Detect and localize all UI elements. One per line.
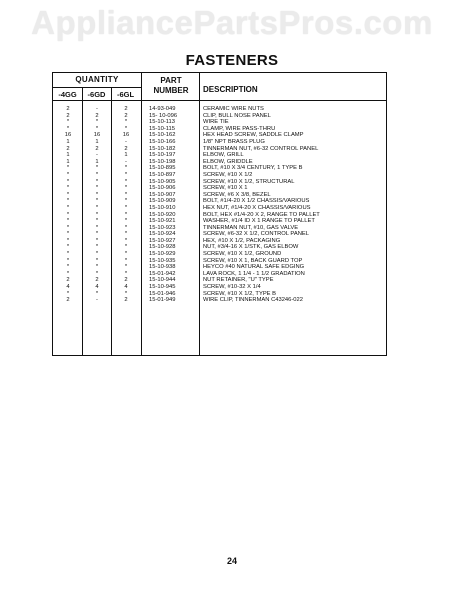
part-number-header: [143, 76, 199, 96]
table-row: [53, 126, 386, 133]
description-cell: ELBOW, GRIDDLE: [203, 158, 253, 165]
table-row: [53, 139, 386, 146]
qty-6gl-cell: 1: [124, 152, 128, 159]
description-cell: WIRE CLIP, TINNERMAN C43246-022: [203, 297, 303, 304]
part-number-cell: 15-10-909: [149, 198, 176, 205]
table-row: [53, 159, 386, 166]
part-number-cell: 15-10-935: [149, 257, 176, 264]
qty-6gd-cell: *: [95, 251, 99, 258]
qty-4gg-cell: *: [66, 290, 70, 297]
part-number-cell: 15-10-929: [149, 251, 176, 258]
part-number-cell: 15-10-938: [149, 264, 176, 271]
description-cell: LAVA ROCK, 1 1/4 - 1 1/2 GRADATION: [203, 270, 305, 277]
description-cell: SCREW, #10 X 1/2, STRUCTURAL: [203, 178, 295, 185]
page-title: FASTENERS: [185, 52, 279, 69]
part-number-cell: 15-10-921: [149, 218, 176, 225]
table-body: [53, 106, 386, 304]
table-row: [53, 205, 386, 212]
qty-6gl-cell: 2: [124, 277, 128, 284]
qty-4gg-cell: *: [66, 198, 70, 205]
table-row: [53, 284, 386, 291]
qty-6gd-cell: *: [95, 231, 99, 238]
description-cell: BOLT, HEX #1/4-20 X 2, RANGE TO PALLET: [203, 211, 320, 218]
qty-6gl-cell: 2: [124, 297, 128, 304]
part-number-cell: 15-01-942: [149, 270, 176, 277]
qty-6gl-cell: *: [124, 237, 128, 244]
qty-6gl-cell: *: [124, 178, 128, 185]
qty-4gg-cell: 2: [66, 277, 70, 284]
qty-4gg-cell: *: [66, 204, 70, 211]
description-cell: TINNERMAN NUT, #10, GAS VALVE: [203, 224, 299, 231]
table-row: [53, 132, 386, 139]
table-row: [53, 231, 386, 238]
description-cell: HEX, #10 X 1/2, PACKAGING: [203, 237, 281, 244]
part-number-cell: 15-10-927: [149, 237, 176, 244]
description-cell: HEYCO #40 NATURAL SAFE EDGING: [203, 264, 305, 271]
qty-4gg-cell: *: [66, 264, 70, 271]
part-number-cell: 15-10-197: [149, 152, 176, 159]
qty-4gg-cell: *: [66, 191, 70, 198]
qty-6gl-cell: 16: [122, 132, 130, 139]
table-row: [53, 297, 386, 304]
qty-6gd-cell: -: [96, 152, 98, 159]
table-row: [53, 258, 386, 265]
qty-6gl-cell: *: [124, 290, 128, 297]
part-number-cell: 15-10-113: [149, 119, 175, 126]
qty-4gg-cell: 4: [66, 284, 70, 291]
qty-6gd-cell: 2: [95, 277, 99, 284]
part-number-cell: 15-10-182: [149, 145, 176, 152]
qty-6gd-cell: *: [95, 237, 99, 244]
qty-6gd-cell: 16: [93, 132, 101, 139]
description-cell: NUT, #3/4-16 X 1/STK, GAS ELBOW: [203, 244, 299, 251]
model-6gd-header: -6GD: [87, 90, 106, 99]
description-cell: CLIP, BULL NOSE PANEL: [203, 112, 271, 119]
table-row: [53, 106, 386, 113]
qty-6gd-cell: *: [95, 264, 99, 271]
page-number: 24: [226, 556, 237, 566]
description-cell: CLAMP, WIRE PASS-THRU: [203, 125, 276, 132]
description-cell: WASHER, #1/4 ID X 1 RANGE TO PALLET: [203, 218, 315, 225]
part-number-cell: 15-10-924: [149, 231, 176, 238]
description-cell: SCREW, #10 X 1/2, TYPE B: [203, 290, 277, 297]
description-cell: HEX HEAD SCREW, SADDLE CLAMP: [203, 132, 304, 139]
qty-4gg-cell: 2: [66, 145, 70, 152]
part-number-cell: 15-10-920: [149, 211, 176, 218]
qty-6gl-cell: *: [124, 257, 128, 264]
qty-4gg-cell: *: [66, 257, 70, 264]
table-row: [53, 291, 386, 298]
qty-6gd-cell: 1: [95, 158, 99, 165]
qty-6gd-cell: *: [95, 178, 99, 185]
qty-6gl-cell: -: [125, 158, 127, 165]
qty-4gg-cell: *: [66, 251, 70, 258]
qty-4gg-cell: *: [66, 178, 70, 185]
qty-6gl-cell: -: [125, 138, 127, 145]
part-number-header-line1: PART: [160, 76, 182, 85]
qty-4gg-cell: 2: [66, 297, 70, 304]
qty-6gl-cell: *: [124, 218, 128, 225]
qty-6gd-cell: *: [95, 165, 99, 172]
qty-4gg-cell: 1: [66, 158, 70, 165]
table-row: [53, 277, 386, 284]
qty-4gg-cell: *: [66, 185, 70, 192]
part-number-cell: 15-10-910: [149, 204, 176, 211]
qty-4gg-cell: 2: [66, 112, 70, 119]
part-number-cell: 15-10-907: [149, 191, 176, 198]
part-number-cell: 15-01-949: [149, 297, 176, 304]
qty-4gg-cell: *: [66, 165, 70, 172]
description-cell: SCREW, #10 X 1/2: [203, 171, 253, 178]
table-row: [53, 212, 386, 219]
table-row: [53, 119, 386, 126]
table-row: [53, 218, 386, 225]
description-cell: BOLT, #1/4-20 X 1/2 CHASSIS/VARIOUS: [203, 198, 310, 205]
part-number-cell: 15-10-198: [149, 158, 176, 165]
qty-6gd-cell: *: [95, 125, 99, 132]
part-number-cell: 15-10-115: [149, 125, 175, 132]
description-cell: 1/8" NPT BRASS PLUG: [203, 138, 265, 145]
qty-4gg-cell: *: [66, 224, 70, 231]
description-cell: NUT RETAINER, "U" TYPE: [203, 277, 274, 284]
qty-6gd-cell: -: [96, 297, 98, 304]
qty-6gl-cell: *: [124, 125, 128, 132]
qty-6gl-cell: 2: [124, 106, 128, 112]
part-number-cell: 15-10-945: [149, 284, 176, 291]
qty-6gl-cell: 4: [124, 284, 128, 291]
qty-4gg-cell: 16: [64, 132, 72, 139]
description-cell: ELBOW, GRILL: [203, 152, 244, 159]
qty-4gg-cell: *: [66, 244, 70, 251]
qty-6gd-cell: *: [95, 191, 99, 198]
qty-6gl-cell: 2: [124, 145, 128, 152]
quantity-header: QUANTITY: [75, 75, 119, 84]
description-cell: TINNERMAN NUT, #6-32 CONTROL PANEL: [203, 145, 319, 152]
description-header: DESCRIPTION: [203, 85, 258, 94]
description-cell: WIRE TIE: [203, 119, 229, 126]
qty-6gd-cell: *: [95, 185, 99, 192]
qty-4gg-cell: *: [66, 119, 70, 126]
qty-6gd-cell: *: [95, 244, 99, 251]
qty-4gg-cell: *: [66, 237, 70, 244]
table-row: [53, 238, 386, 245]
part-number-cell: 14-93-049: [149, 106, 176, 112]
qty-6gd-cell: *: [95, 270, 99, 277]
description-cell: BOLT, #10 X 3/4 CENTURY, 1 TYPE B: [203, 165, 303, 172]
description-cell: SCREW, #6 X 3/8, BEZEL: [203, 191, 271, 198]
table-row: [53, 165, 386, 172]
description-cell: CERAMIC WIRE NUTS: [203, 106, 264, 112]
part-number-cell: 15-10-906: [149, 185, 176, 192]
qty-6gl-cell: *: [124, 244, 128, 251]
description-cell: SCREW, #10 X 1: [203, 185, 248, 192]
part-number-header-line2: NUMBER: [153, 86, 189, 95]
qty-6gd-cell: -: [96, 106, 98, 112]
description-cell: SCREW, #10 X 1, BACK GUARD TOP: [203, 257, 303, 264]
qty-6gl-cell: 2: [124, 112, 128, 119]
table-row: [53, 146, 386, 153]
qty-4gg-cell: 1: [66, 138, 70, 145]
part-number-cell: 15-10-897: [149, 171, 176, 178]
part-number-cell: 15-10-928: [149, 244, 176, 251]
table-row: [53, 251, 386, 258]
qty-6gl-cell: *: [124, 119, 128, 126]
part-number-cell: 15-10-923: [149, 224, 176, 231]
qty-4gg-cell: *: [66, 270, 70, 277]
qty-6gl-cell: *: [124, 165, 128, 172]
qty-6gd-cell: *: [95, 171, 99, 178]
qty-6gd-cell: *: [95, 211, 99, 218]
part-number-cell: 15- 10-096: [149, 112, 178, 119]
qty-6gd-cell: 2: [95, 112, 99, 119]
qty-6gd-cell: *: [95, 218, 99, 225]
qty-6gd-cell: *: [95, 119, 99, 126]
table-row: [53, 264, 386, 271]
qty-6gl-cell: *: [124, 231, 128, 238]
model-4gg-header: -4GG: [58, 90, 77, 99]
qty-4gg-cell: *: [66, 218, 70, 225]
qty-6gl-cell: *: [124, 204, 128, 211]
watermark-logo: AppliancePartsPros.com: [31, 4, 433, 41]
part-number-cell: 15-10-895: [149, 165, 176, 172]
qty-6gd-cell: *: [95, 290, 99, 297]
qty-6gd-cell: *: [95, 224, 99, 231]
table-row: [53, 185, 386, 192]
header-divider: [53, 100, 386, 101]
qty-6gd-cell: 4: [95, 284, 99, 291]
model-6gl-header: -6GL: [116, 90, 135, 99]
description-cell: HEX NUT, #1/4-20 X CHASSIS/VARIOUS: [203, 204, 311, 211]
qty-6gl-cell: *: [124, 191, 128, 198]
qty-4gg-cell: *: [66, 125, 70, 132]
qty-4gg-cell: *: [66, 171, 70, 178]
part-number-cell: 15-10-162: [149, 132, 176, 139]
qty-6gl-cell: *: [124, 185, 128, 192]
qty-6gl-cell: *: [124, 224, 128, 231]
qty-6gl-cell: *: [124, 198, 128, 205]
table-row: [53, 152, 386, 159]
qty-6gl-cell: *: [124, 270, 128, 277]
part-number-cell: 15-10-944: [149, 277, 176, 284]
table-row: [53, 225, 386, 232]
description-cell: SCREW, #10-32 X 1/4: [203, 284, 261, 291]
qty-6gd-cell: *: [95, 198, 99, 205]
table-row: [53, 198, 386, 205]
qty-4gg-cell: *: [66, 231, 70, 238]
table-row: [53, 192, 386, 199]
quantity-divider: [53, 87, 141, 88]
description-cell: SCREW, #10 X 1/2, GROUND: [203, 251, 282, 258]
part-number-cell: 15-10-905: [149, 178, 176, 185]
table-row: [53, 172, 386, 179]
description-cell: SCREW, #6-32 X 1/2, CONTROL PANEL: [203, 231, 309, 238]
part-number-cell: 15-10-166: [149, 138, 176, 145]
qty-4gg-cell: *: [66, 211, 70, 218]
qty-6gd-cell: *: [95, 204, 99, 211]
qty-4gg-cell: 2: [66, 106, 70, 112]
qty-6gd-cell: 2: [95, 145, 99, 152]
qty-6gd-cell: *: [95, 257, 99, 264]
table-row: [53, 179, 386, 186]
qty-6gl-cell: *: [124, 171, 128, 178]
table-row: [53, 271, 386, 278]
table-row: [53, 113, 386, 120]
qty-6gd-cell: 1: [95, 138, 99, 145]
part-number-cell: 15-01-946: [149, 290, 176, 297]
qty-6gl-cell: *: [124, 251, 128, 258]
fasteners-table: [52, 72, 387, 356]
qty-4gg-cell: 1: [66, 152, 70, 159]
qty-6gl-cell: *: [124, 264, 128, 271]
qty-6gl-cell: *: [124, 211, 128, 218]
table-row: [53, 244, 386, 251]
